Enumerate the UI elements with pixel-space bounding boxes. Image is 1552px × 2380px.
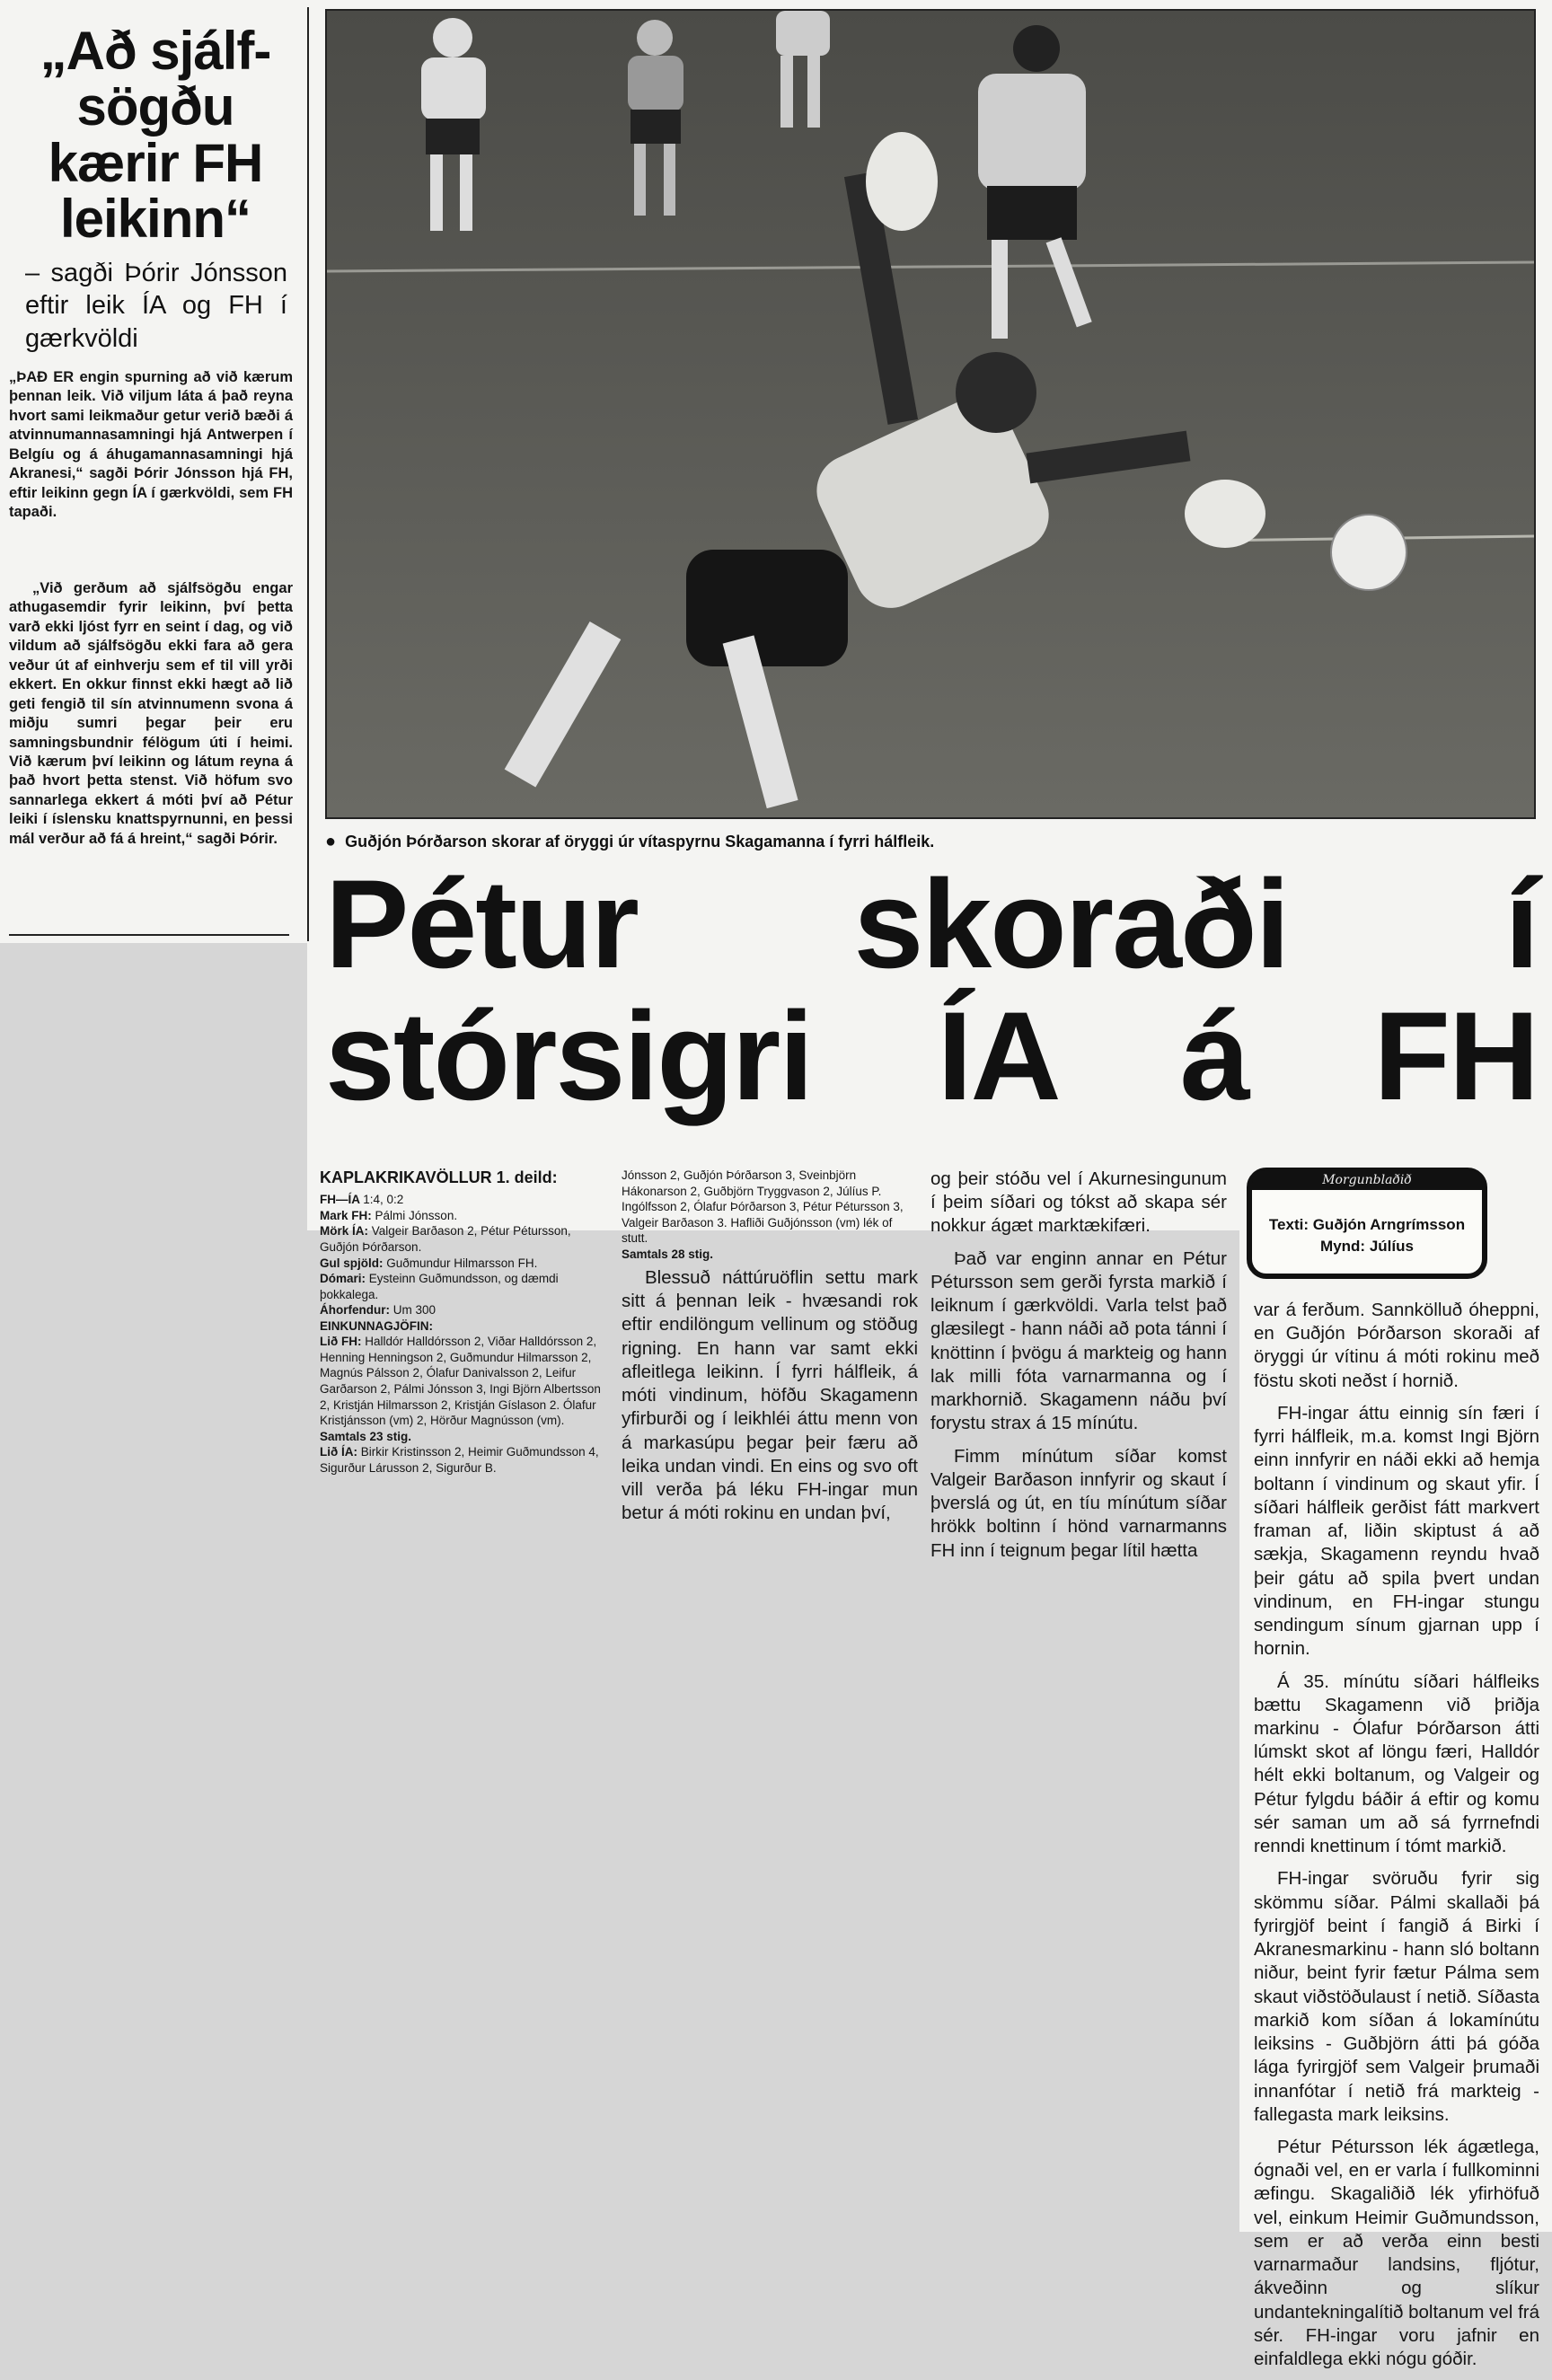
byline-photo: Mynd: Júlíus: [1320, 1238, 1414, 1255]
column-divider: [307, 7, 309, 941]
match-photo: [325, 9, 1536, 819]
stats-samtals-ia: Samtals 28 stig.: [622, 1247, 714, 1261]
main-headline: [325, 853, 1538, 1126]
body-col5-p3: Á 35. mínútu síðari hálfleiks bættu Skagamenn við þriðja markinu - Ólafur Þórðarson átti lúmskt skot af löngu færi, Halldór hélt ekki boltanum, og Valgeir og Pétur fylgdu báðir á eftir og komu sér saman um að sá fyrrnefndi renndi knettinum í tómt markið.: [1254, 1670, 1539, 1857]
side-subhead: – sagði Þórir Jónsson eftir leik ÍA og FH í gærkvöldi: [25, 259, 287, 353]
stats-lid-fh: Lið FH: Halldór Halldórsson 2, Viðar Halldórsson 2, Henning Henningson 2, Guðmundur Hilmarsson 2, Magnús Pálsson 2, Ólafur Danivalsson 2, Leifur Garðarson 2, Pálmi Jónsson 3, Ingi Björn Albertsson 2, Kristján Hilmarsson 2, Kristján Gíslason 2. Ólafur Kristjánsson (vm) 2, Hörður Magnússon (vm).: [320, 1335, 601, 1428]
side-headline: „Að sjálf-sögðu kærir FH leikinn“: [40, 21, 271, 250]
stats-box: [320, 1168, 609, 1476]
stats-einkunn: EINKUNNAGJÖFIN:: [320, 1318, 434, 1333]
byline-box: [1247, 1168, 1487, 1279]
stats-ahorf: Áhorfendur: Um 300: [320, 1303, 436, 1318]
photo-illustration: [327, 11, 1534, 817]
body-col5-p1: var á ferðum. Sannkölluð óheppni, en Guðjón Þórðarson skoraði af öryggi úr vítinu á móti rokinu með föstu skoti neðst í hornið.: [1254, 1300, 1539, 1391]
pitch: [327, 11, 1534, 817]
side-paragraph-2: [9, 579, 293, 858]
stats-samtals-fh: Samtals 23 stig.: [320, 1429, 412, 1443]
stats-score: FH—ÍA 1:4, 0:2: [320, 1193, 404, 1207]
body-col4-p2: Það var enginn annar en Pétur Pétursson sem gerði fyrsta markið í leiknum í gærkvöldi. Varla telst það glæsilegt - hann náði að pota tánni í knöttinn í þvögu á markteig og hann lak milli fóta varnarmanna og í markhornið. Skagamenn náðu því forystu strax á 15 mínútu.: [930, 1247, 1227, 1434]
headline-line-2: stórsigri ÍA á FH: [325, 985, 1538, 1126]
stats-heading: KAPLAKRIKAVÖLLUR 1. deild:: [320, 1168, 558, 1186]
stats-box-continued: [622, 1168, 918, 1262]
headline-line-1: Pétur skoraði í: [325, 853, 1538, 994]
stats-mark-fh: Mark FH: Pálmi Jónsson.: [320, 1208, 458, 1222]
body-col5-p5: Pétur Pétursson lék ágætlega, ógnaði vel, en er varla í fullkominni æfingu. Skagaliðið lék yfirhöfuð vel, einkum Heimir Guðmundsson, sem er að verða einn besti varnarmaður landsins, fljótur, ákveðinn og slíkur undantekningalítið boltanum vel frá sér. FH-ingar voru jafnir en einfaldlega ekki nógu góðir.: [1254, 2136, 1539, 2370]
photo-caption: [325, 832, 1536, 852]
side-p2-text: „Við gerðum að sjálfsögðu engar athugasemdir fyrir leikinn, því þetta varð ekki ljóst fyrr en seint í dag, og við vildum að sjálfsögðu ekki fara að gera veður út af einhverju sem ef til vill yrði ekkert. En okkur finnst ekki hægt að lið geti fengið til sín atvinnumenn svona á miðju sumri þegar þeir eru samningsbundnir félögum úti í heimi. Við kærum því leikinn og látum reyna á það hvort þetta stenst. Við höfum svo sannarlega ekkert á móti því að Pétur leiki í íslensku knattspyrnunni, en þessi mál verður að fá á hreint,“ sagði Þórir.: [9, 580, 293, 847]
stats-gul: Gul spjöld: Guðmundur Hilmarsson FH.: [320, 1256, 538, 1270]
stats-lid-ia-cont: Jónsson 2, Guðjón Þórðarson 3, Sveinbjörn Hákonarson 2, Guðbjörn Tryggvason 2, Júlíus P. Ingólfsson 2, Ólafur Þórðarson 3, Pétur Pétursson 3, Valgeir Barðason 3. Hafliði Guðjónsson (vm) lék of stutt.: [622, 1168, 904, 1246]
body-col4-p1: og þeir stóðu vel í Akurnesingunum í þeim síðari og tókst að skapa sér nokkur ágæt marktækifæri.: [930, 1168, 1227, 1237]
stats-mork-ia: Mörk ÍA: Valgeir Barðason 2, Pétur Pétursson, Guðjón Þórðarson.: [320, 1224, 571, 1255]
body-column-3: [622, 1266, 918, 1535]
bullet-icon: ●: [325, 832, 337, 851]
side-paragraph-1: [9, 368, 293, 532]
body-col4-p3: Fimm mínútum síðar komst Valgeir Barðason innfyrir og skaut í þverslá og út, en tíu mínútum síðar hrökk boltinn í hönd varnarmanns FH inn í teignum þegar lítil hætta: [930, 1445, 1227, 1561]
body-col5-p4: FH-ingar svöruðu fyrir sig skömmu síðar. Pálmi skallaði þá fyrirgjöf beint í fangið á Birki í Akranesmarkinu - hann sló boltann niður, beint fyrir fætur Pálma sem skaut viðstöðulaust í netið. Síðasta markið kom síðan á lokamínútu leiksins - Guðbjörn átti þá góða lága fyrirgjöf sem Valgeir þrumaði innanfótar í netið frá markteig - fallegasta mark leiksins.: [1254, 1868, 1539, 2125]
stats-lid-ia: Lið ÍA: Birkir Kristinsson 2, Heimir Guðmundsson 4, Sigurður Lárusson 2, Sigurður B.: [320, 1445, 599, 1475]
body-column-5: [1254, 1299, 1539, 2380]
body-column-4: [930, 1168, 1227, 1572]
masthead-logo: Morgunblaðið: [1252, 1170, 1482, 1190]
caption-text: Guðjón Þórðarson skorar af öryggi úr vítaspyrnu Skagamanna í fyrri hálfleik.: [345, 833, 935, 851]
byline-text: Texti: Guðjón Arngrímsson: [1268, 1216, 1466, 1233]
side-bottom-rule: [9, 934, 289, 936]
body-col3-p1: Blessuð náttúruöflin settu mark sitt á þennan leik - hvæsandi rok eftir endilöngum vellinum og stöðug rigning. En hann var samt ekki afleitlega leikinn. Í fyrri hálfleik, á móti vindinum, höfðu Skagamenn yfirburði og í leikhléi áttu menn von á markasúpu þegar þeir færu að leika undan vindi. En eins og svo oft vill verða þá léku FH-ingar mun betur á móti rokinu en undan því,: [622, 1267, 918, 1524]
football: [1331, 515, 1406, 590]
side-p1-text: „ÞAÐ ER engin spurning að við kærum þennan leik. Við viljum láta á það reyna hvort sami leikmaður getur verið bæði á atvinnumannasamningi hjá Antwerpen í Belgíu og á áhugamannasamningi hjá Akranesi,“ sagði Þórir Jónsson hjá FH, eftir leikinn gegn ÍA í gærkvöldi, sem FH tapaði.: [9, 369, 293, 521]
body-col5-p2: FH-ingar áttu einnig sín færi í fyrri hálfleik, m.a. komst Ingi Björn einn innfyrir en náði ekki að hemja boltann í vindinum og skaut yfir. Í síðari hálfleik gerðist fátt markvert framan af, liðin skiptust á að sækja, Skagamenn reyndu hvað þeir gátu að spila þvert undan vindinum, en FH-ingar stungu sendingum sínum gjarnan upp í hornin.: [1254, 1402, 1539, 1660]
stats-domari: Dómari: Eysteinn Guðmundsson, og dæmdi þokkalega.: [320, 1272, 559, 1301]
